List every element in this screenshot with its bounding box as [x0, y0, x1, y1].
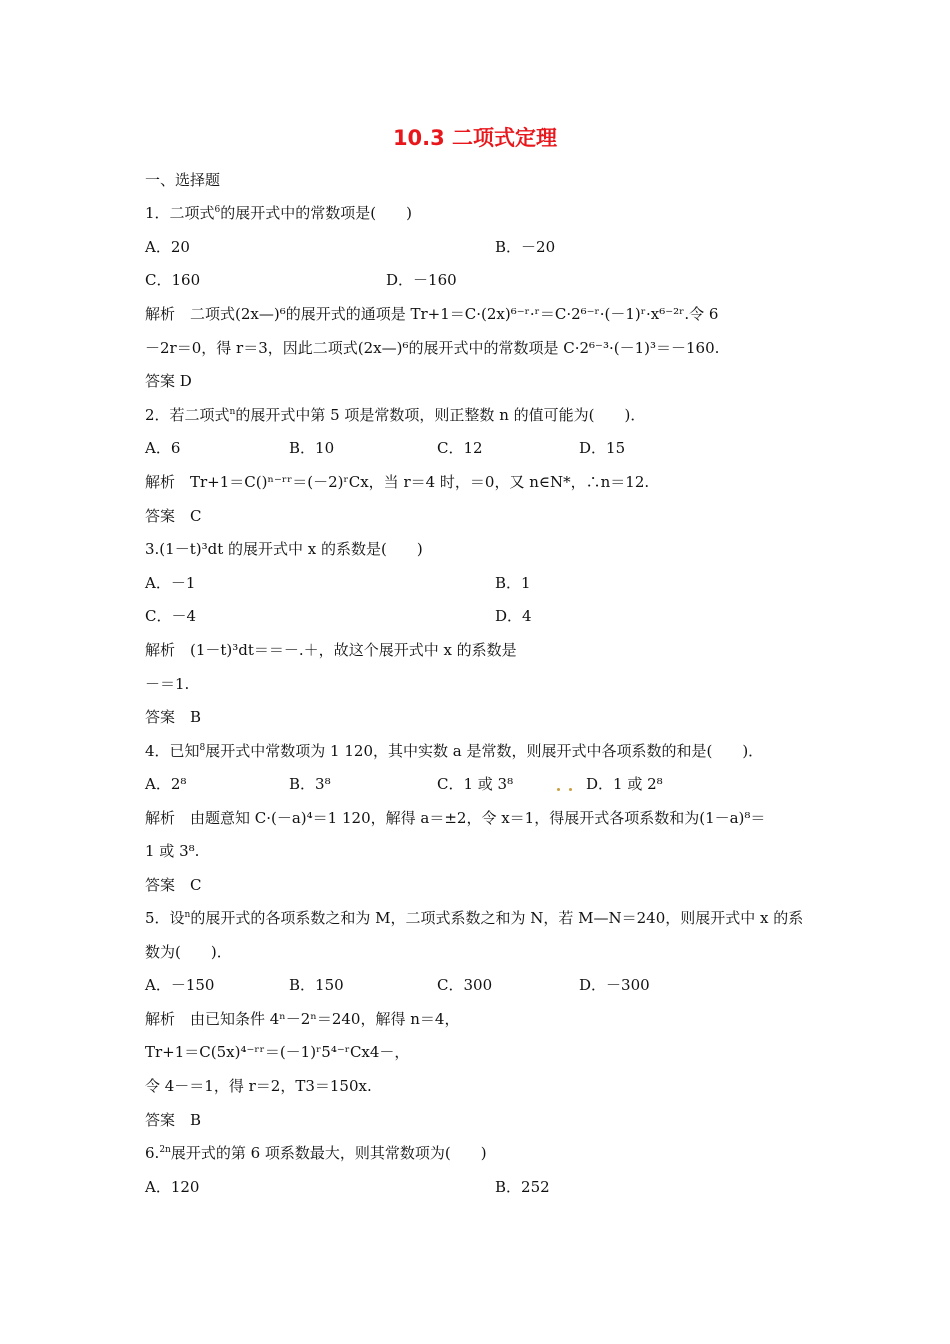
q4-option-b: B．3⁸ [289, 775, 331, 793]
q4-option-d: D．1 或 2⁸ [586, 775, 663, 793]
q3-option-d: D．4 [495, 607, 532, 625]
q6-stem: 6.$^{2n}$展开式的第 6 项系数最大，则其常数项为( ) [145, 1144, 487, 1162]
q5-solution-line3: 令 4－＝1，得 r＝2，T3＝150x. [145, 1077, 372, 1095]
q4-stem: 4．已知$^8$展开式中常数项为 1 120，其中实数 a 是常数，则展开式中各项系数的和是( )． [145, 742, 764, 760]
q2-solution: 解析 Tr+1＝C()ⁿ⁻ʳʳ＝(－2)ʳCx，当 r＝4 时，＝0，又 n∈N*，∴n＝12. [145, 473, 650, 491]
q1-option-c: C．160 [145, 271, 201, 289]
q1-option-d: D．－160 [386, 271, 457, 289]
q5-answer: 答案 B [145, 1111, 202, 1129]
q4-solution-line1: 解析 由题意知 C·(－a)⁴＝1 120，解得 a＝±2，令 x＝1，得展开式各项系数和为(1－a)⁸＝ [145, 809, 766, 827]
q3-option-b: B．1 [495, 574, 531, 592]
q1-solution-line2: －2r＝0，得 r＝3，因此二项式(2x—)⁶的展开式中的常数项是 C·2⁶⁻³·(－1)³＝－160. [145, 339, 720, 357]
q2-option-a: A．6 [145, 439, 181, 457]
decorative-dots [555, 774, 574, 794]
q6-option-b: B．252 [495, 1178, 550, 1196]
q3-stem: 3.(1－t)³dt 的展开式中 x 的系数是( ) [145, 540, 423, 558]
q5-solution-line2: Tr+1＝C(5x)⁴⁻ʳʳ＝(－1)ʳ5⁴⁻ʳCx4－， [145, 1043, 410, 1061]
q3-answer: 答案 B [145, 708, 202, 726]
q5-stem: 5．设$^n$的展开式的各项系数之和为 M，二项式系数之和为 N，若 M—N＝240，则展开式中 x 的系 [145, 909, 804, 927]
q5-stem-line2: 数为( )． [145, 943, 232, 961]
dot-mark [569, 788, 572, 791]
q5-option-c: C．300 [437, 976, 493, 994]
page-title: 10.3 二项式定理 [392, 126, 558, 150]
q4-solution-line2: 1 或 3⁸. [145, 842, 200, 860]
q2-option-c: C．12 [437, 439, 483, 457]
q2-option-d: D．15 [579, 439, 626, 457]
q3-option-c: C．－4 [145, 607, 197, 625]
q3-option-a: A．－1 [145, 574, 196, 592]
q5-option-a: A．－150 [145, 976, 215, 994]
q1-answer: 答案 D [145, 372, 192, 390]
q4-option-c: C．1 或 3⁸ [437, 775, 514, 793]
q1-solution-line1: 解析 二项式(2x—)⁶的展开式的通项是 Tr+1＝C·(2x)⁶⁻ʳ·ʳ＝C·2⁶⁻ʳ·(－1)ʳ·x⁶⁻²ʳ.令 6 [145, 305, 719, 323]
q4-answer: 答案 C [145, 876, 202, 894]
q1-option-b: B．－20 [495, 238, 556, 256]
q5-solution-line1: 解析 由已知条件 4ⁿ－2ⁿ＝240，解得 n＝4， [145, 1010, 460, 1028]
q1-option-a: A．20 [145, 238, 190, 256]
q3-solution-line2: －＝1. [145, 675, 190, 693]
q2-answer: 答案 C [145, 507, 202, 525]
q2-option-b: B．10 [289, 439, 335, 457]
q5-option-d: D．－300 [579, 976, 650, 994]
q1-stem: 1．二项式$^6$的展开式中的常数项是( ) [145, 204, 412, 222]
q6-option-a: A．120 [145, 1178, 200, 1196]
q3-solution-line1: 解析 (1－t)³dt＝＝－.＋，故这个展开式中 x 的系数是 [145, 641, 517, 659]
section-heading: 一、选择题 [145, 171, 221, 189]
q4-option-a: A．2⁸ [145, 775, 187, 793]
dot-mark [557, 788, 560, 791]
q2-stem: 2．若二项式$^n$的展开式中第 5 项是常数项，则正整数 n 的值可能为( )． [145, 406, 646, 424]
q5-option-b: B．150 [289, 976, 344, 994]
